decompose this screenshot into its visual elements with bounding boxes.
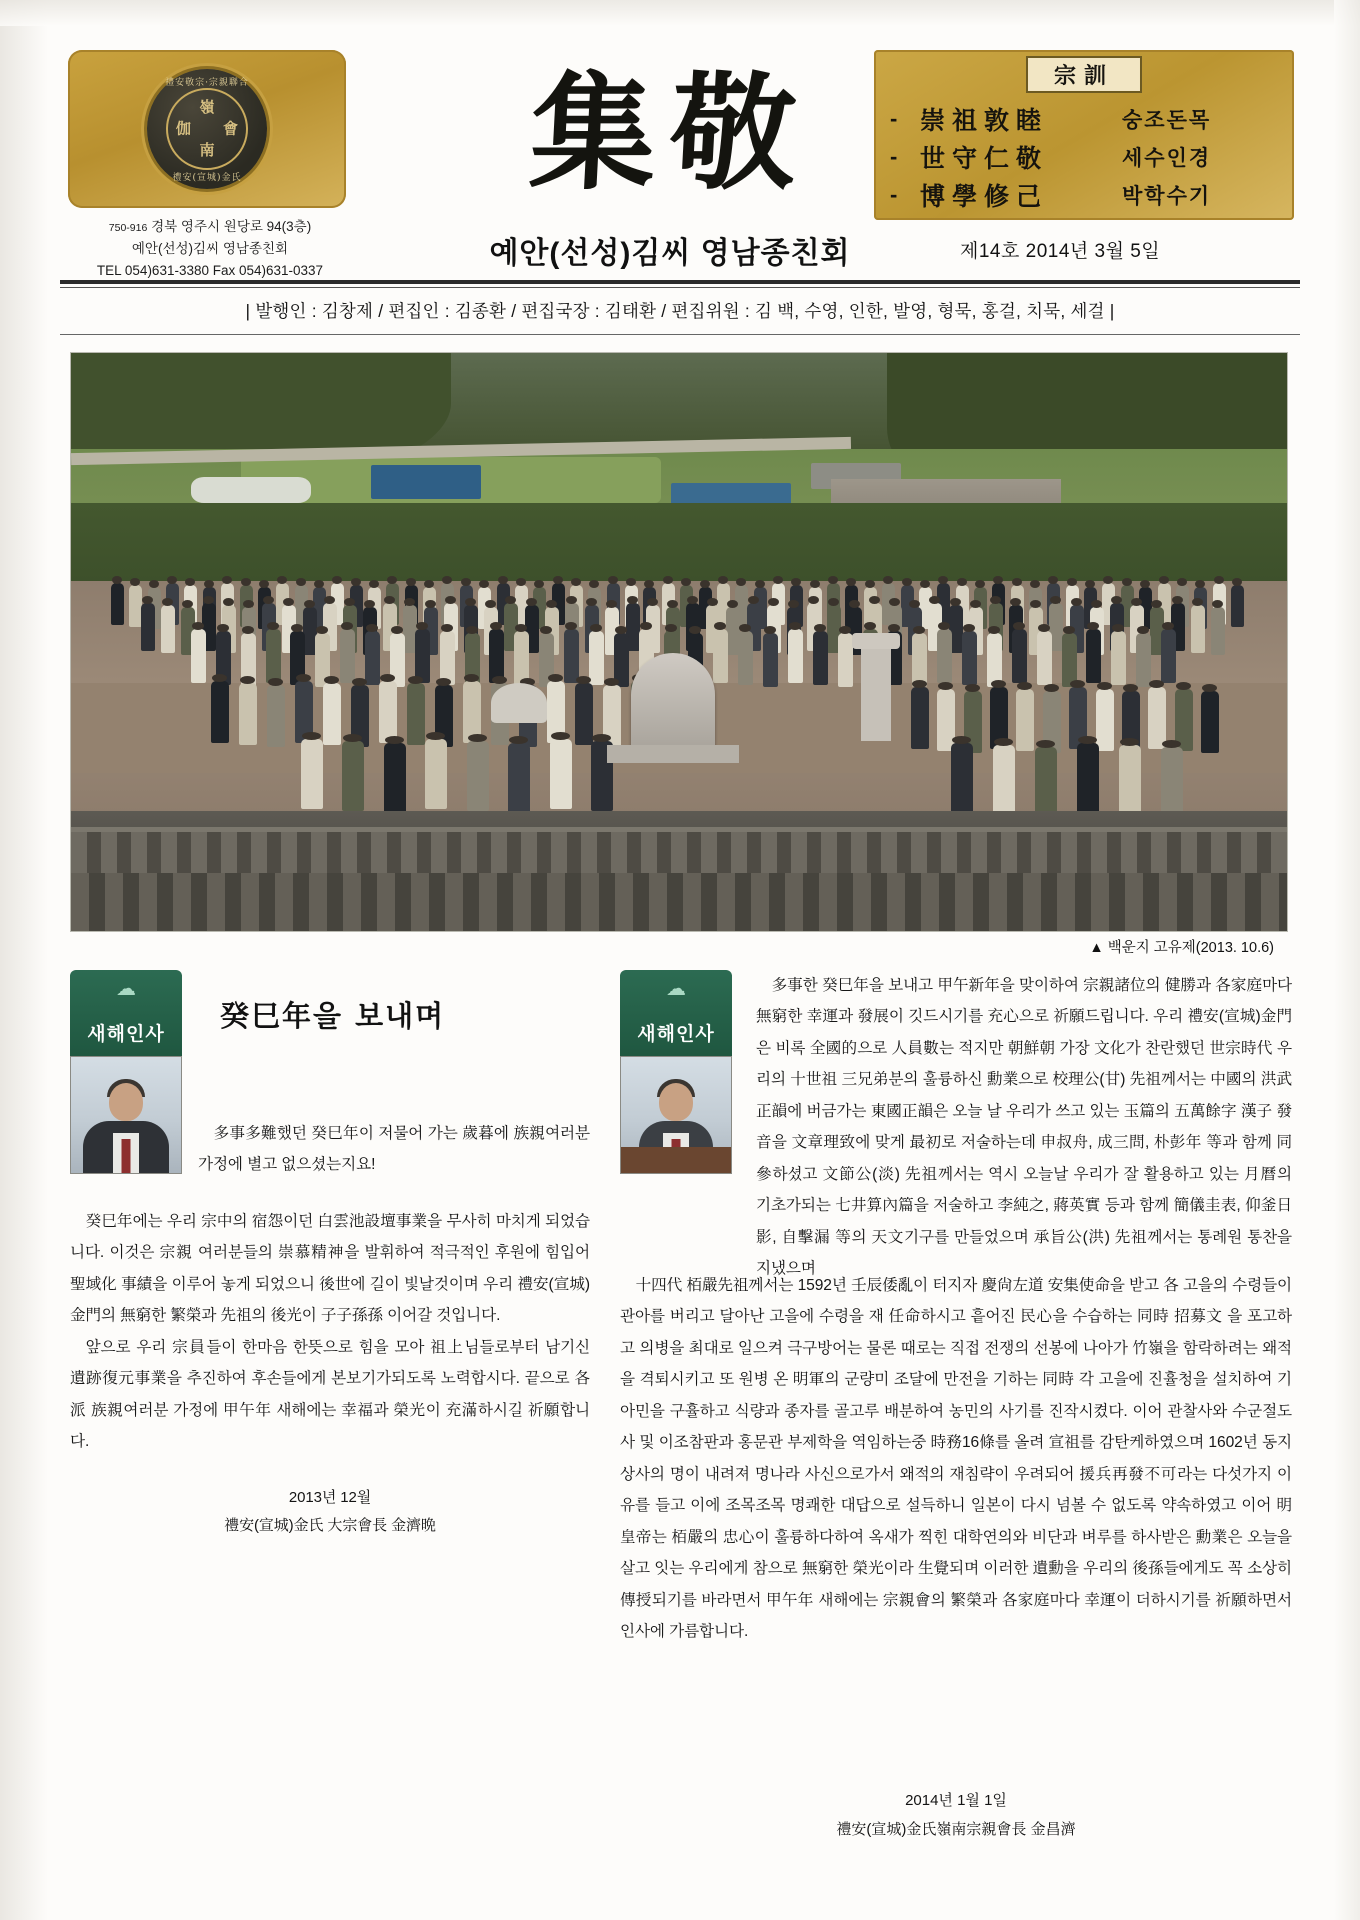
photo-person-head bbox=[304, 600, 315, 608]
photo-person bbox=[1148, 687, 1166, 749]
photo-person-head bbox=[466, 626, 478, 634]
photo-person-head bbox=[240, 676, 255, 684]
photo-person-head bbox=[957, 578, 967, 586]
motto-row bbox=[890, 176, 1278, 214]
issue-date-label: 제14호 2014년 3월 5일 bbox=[960, 241, 1161, 262]
photo-person-head bbox=[492, 676, 507, 684]
photo-person bbox=[1111, 631, 1126, 685]
photo-person bbox=[911, 687, 929, 749]
photo-person-head bbox=[1091, 600, 1102, 608]
photo-person bbox=[1012, 629, 1027, 683]
right-signature-name: 禮安(宣城)金氏嶺南宗親會長 金昌濟 bbox=[836, 1821, 1076, 1839]
photo-person-head bbox=[1044, 684, 1059, 692]
photo-person bbox=[379, 681, 397, 743]
photo-person-head bbox=[243, 600, 254, 608]
photo-person bbox=[266, 629, 281, 683]
right-paragraph-1-text: 多事한 癸巳年을 보내고 甲午新年을 맞이하여 宗親諸位의 健勝과 各家庭마다 無窮한 幸運과 發展이 깃드시기를 充心으로 祈願드립니다. 우리 禮安(宣城)金門은 비록 全國的으로 人員數는 적지만 朝鮮朝 가장 文化가 찬란했던 世宗時代 우리의 十世祖 三兄弟분의 훌륭하신 勳業으로 校理公(甘) 先祖께서는 中國의 洪武正韻에 버금가는 東國正韻은 오늘 날 우리가 쓰고 있는 玉篇의 五萬餘字 漢子 發音을 文章理致에 맞게 最初로 저술하는데 申叔舟, 成三問, 朴彭年 等과 함께 同參하셨고 文節公(淡) 先祖께서는 역시 오늘날 우리가 잘 활용하고 있는 月曆의 기초가되는 七井算內篇을 저술하고 李純之, 蔣英實 등과 함께 簡儀圭表, 仰釜日影, 自擊漏 等의 天文기구를 만들었으며 承旨公(洪) 先祖께서는 통례원 통찬을 지냈으며 bbox=[756, 977, 1292, 1278]
photo-person-head bbox=[1202, 684, 1217, 692]
photo-person-head bbox=[565, 622, 577, 630]
scan-edge-left bbox=[0, 0, 48, 1920]
photo-stone-pedestal bbox=[607, 745, 739, 763]
photo-person bbox=[1037, 631, 1052, 685]
badge-label: 새해인사 bbox=[87, 1024, 165, 1045]
photo-person-head bbox=[576, 676, 591, 684]
motto-row bbox=[890, 100, 1278, 138]
organization-title: 예안(선성)김씨 영남종친회 bbox=[489, 237, 851, 270]
photo-person bbox=[1119, 745, 1141, 819]
photo-person bbox=[738, 631, 753, 685]
left-paragraph-3-text: 앞으로 우리 宗員들이 한마음 한뜻으로 힘을 모아 祖上님들로부터 남기신 遺跡復元事業을 추진하여 후손들에게 본보기가되도록 노력합시다. 끝으로 各派 族親여러분 가정에 甲午年 새해에는 幸福과 榮光이 充滿하시길 祈願합니다. bbox=[70, 1338, 590, 1451]
photo-person bbox=[489, 629, 504, 683]
masthead bbox=[60, 30, 1300, 285]
photo-person-head bbox=[223, 598, 234, 606]
photo-person bbox=[1136, 633, 1151, 687]
photo-person-head bbox=[864, 622, 876, 630]
photo-person-head bbox=[1214, 576, 1224, 584]
photo-person bbox=[1086, 629, 1101, 683]
photo-person-head bbox=[242, 626, 254, 634]
photo-person-head bbox=[902, 578, 912, 586]
photo-person-head bbox=[344, 598, 355, 606]
photo-person-head bbox=[268, 678, 283, 686]
motto-hangul: 숭조돈목 bbox=[1122, 109, 1212, 132]
photo-person-head bbox=[889, 598, 900, 606]
address-line-postal bbox=[60, 216, 360, 238]
photo-person-head bbox=[608, 576, 618, 584]
photo-person-head bbox=[416, 622, 428, 630]
photo-person-head bbox=[217, 624, 229, 632]
emblem-circle-icon bbox=[147, 69, 267, 189]
photo-person-head bbox=[963, 624, 975, 632]
motto-hanja: 博學修己 bbox=[920, 182, 1049, 211]
photo-person-head bbox=[1159, 576, 1169, 584]
photo-person bbox=[564, 629, 579, 683]
photo-person-head bbox=[1172, 596, 1183, 604]
photo-person-head bbox=[1120, 738, 1139, 746]
photo-person bbox=[342, 741, 364, 811]
photo-person-head bbox=[627, 596, 638, 604]
left-paragraph-1-text: 多事多難했던 癸巳年이 저물어 가는 歲暮에 族親여러분 가정에 별고 없으셨는지요! bbox=[198, 1125, 590, 1174]
photo-person-head bbox=[665, 624, 677, 632]
photo-person bbox=[813, 631, 828, 685]
photo-person-head bbox=[566, 596, 577, 604]
photo-person bbox=[425, 739, 447, 809]
photo-caption: ▲ 백운지 고유제(2013. 10.6) bbox=[1089, 940, 1274, 956]
editorial-credits: | 발행인 : 김창제 / 편집인 : 김종환 / 편집국장 : 김태환 / 편집위원 : 김 백, 수영, 인한, 발영, 형묵, 홍걸, 치묵, 세걸 | bbox=[245, 301, 1115, 321]
photo-person-head bbox=[1071, 598, 1082, 606]
credits-rule bbox=[60, 334, 1300, 335]
photo-person-head bbox=[436, 678, 451, 686]
photo-person-head bbox=[1038, 624, 1050, 632]
left-signature bbox=[70, 1484, 590, 1541]
photo-person bbox=[191, 629, 206, 683]
photo-person bbox=[340, 629, 355, 683]
emblem-inner-ring bbox=[166, 88, 248, 170]
photo-person-head bbox=[551, 732, 570, 740]
photo-person bbox=[1096, 689, 1114, 751]
motto-dash-icon: - bbox=[890, 182, 898, 207]
emblem-ring-top-text: 禮安敬宗·宗親聯合 bbox=[165, 78, 249, 88]
photo-person bbox=[301, 739, 323, 809]
photo-person-head bbox=[789, 622, 801, 630]
motto-hanja: 崇祖敦睦 bbox=[920, 106, 1049, 135]
page-content bbox=[60, 30, 1300, 1890]
photo-person-head bbox=[302, 732, 321, 740]
photo-person-head bbox=[391, 626, 403, 634]
photo-person-head bbox=[445, 596, 456, 604]
emblem-char-right: 會 bbox=[222, 119, 238, 138]
left-greeting-column bbox=[70, 970, 590, 1535]
photo-person-head bbox=[212, 674, 227, 682]
photo-person-head bbox=[592, 734, 611, 742]
photo-person-head bbox=[700, 580, 710, 588]
photo-person bbox=[384, 743, 406, 813]
photo-person bbox=[1201, 691, 1219, 753]
portrait-head bbox=[109, 1083, 143, 1121]
photo-person bbox=[912, 633, 927, 687]
organization-emblem bbox=[68, 50, 346, 208]
photo-person-head bbox=[464, 674, 479, 682]
photo-person bbox=[763, 633, 778, 687]
masthead-rule-thick bbox=[60, 280, 1300, 284]
postal-code: 750-916 bbox=[108, 222, 148, 234]
photo-person-head bbox=[267, 622, 279, 630]
photo-person bbox=[1191, 605, 1205, 653]
main-photograph bbox=[70, 352, 1288, 932]
photo-person-head bbox=[296, 578, 306, 586]
photo-person-head bbox=[667, 600, 678, 608]
address-line3: TEL 054)631-3380 Fax 054)631-0337 bbox=[96, 262, 324, 278]
right-signature bbox=[620, 1786, 1292, 1845]
photo-person-head bbox=[1212, 600, 1223, 608]
photo-person-head bbox=[461, 578, 471, 586]
photo-person bbox=[1035, 747, 1057, 821]
photo-greenhouse bbox=[191, 477, 311, 503]
photo-person-head bbox=[950, 598, 961, 606]
photo-person-head bbox=[406, 578, 416, 586]
right-badge-group bbox=[620, 970, 732, 1174]
motto-hangul: 박학수기 bbox=[1122, 185, 1212, 208]
photo-person-head bbox=[1176, 682, 1191, 690]
photo-person bbox=[440, 631, 455, 685]
photo-person-head bbox=[1123, 684, 1138, 692]
masthead-rule-thin bbox=[60, 287, 1300, 288]
photo-person-head bbox=[526, 598, 537, 606]
right-article-paragraph-1 bbox=[756, 970, 1292, 1285]
photo-person-head bbox=[324, 596, 335, 604]
motto-dash-icon: - bbox=[890, 144, 898, 169]
photo-person-head bbox=[773, 576, 783, 584]
photo-person-head bbox=[546, 600, 557, 608]
portrait-podium bbox=[620, 1147, 732, 1173]
photo-person bbox=[508, 743, 530, 813]
address-block bbox=[60, 216, 360, 282]
photo-person-head bbox=[604, 678, 619, 686]
portrait-tie bbox=[122, 1139, 131, 1173]
photo-person-head bbox=[810, 580, 820, 588]
scan-edge-top bbox=[0, 0, 1360, 26]
photo-person-head bbox=[755, 580, 765, 588]
photo-person bbox=[365, 631, 380, 685]
photo-person-head bbox=[920, 580, 930, 588]
photo-person bbox=[1211, 607, 1225, 655]
photo-person-head bbox=[663, 576, 673, 584]
photo-person bbox=[1161, 629, 1176, 683]
photo-person bbox=[993, 745, 1015, 819]
photo-person-head bbox=[912, 680, 927, 688]
portrait-photo-right bbox=[620, 1056, 732, 1174]
photo-person-head bbox=[441, 624, 453, 632]
photo-person-head bbox=[516, 578, 526, 586]
photo-person-head bbox=[640, 622, 652, 630]
photo-person bbox=[788, 629, 803, 683]
photo-person bbox=[838, 633, 853, 687]
portrait-head bbox=[659, 1083, 693, 1121]
emblem-char-bottom: 南 bbox=[199, 141, 215, 159]
photo-memorial-stone bbox=[631, 653, 715, 749]
photo-person-head bbox=[314, 580, 324, 588]
photo-person-head bbox=[615, 626, 627, 634]
photo-person-head bbox=[970, 600, 981, 608]
photo-person-head bbox=[975, 580, 985, 588]
photo-person bbox=[141, 603, 155, 651]
motto-hangul: 세수인경 bbox=[1122, 147, 1212, 170]
photo-person-head bbox=[1192, 598, 1203, 606]
photo-person-head bbox=[865, 580, 875, 588]
photo-person bbox=[1016, 689, 1034, 751]
photo-roof-tiles-upper bbox=[71, 827, 1287, 873]
left-article-paragraph-1 bbox=[198, 1118, 590, 1181]
photo-person bbox=[323, 683, 341, 745]
photo-person bbox=[514, 631, 529, 685]
photo-person bbox=[111, 583, 124, 625]
photo-roof-tiles-lower bbox=[71, 873, 1287, 931]
photo-person-head bbox=[112, 576, 122, 584]
photo-person-head bbox=[149, 580, 159, 588]
photo-person-head bbox=[1162, 740, 1181, 748]
photo-person-head bbox=[1030, 580, 1040, 588]
photo-person-head bbox=[351, 578, 361, 586]
photo-stone-basin bbox=[491, 683, 547, 723]
photo-person bbox=[1062, 633, 1077, 687]
photo-person bbox=[267, 685, 285, 747]
photo-person bbox=[951, 743, 973, 817]
photo-person-head bbox=[369, 580, 379, 588]
right-paragraph-2-text: 十四代 栢嚴先祖께서는 1592년 壬辰倭亂이 터지자 慶尙左道 安集使命을 받고 各 고을의 수령들이 관아를 버리고 달아난 고을에 수령을 재 任命하시고 흩어진 民心을 수습하는 同時 招募文 을 포고하고 의병을 최대로 일으켜 극구방어는 물론 때로는 직접 전쟁의 선봉에 나아가 竹嶺을 함락하려는 왜적을 격퇴시키고 또 원병 온 明軍의 군량미 조달에 만전을 기하는 同時 각 고을에 진휼청을 설치하여 기아민을 구휼하고 식량과 종자를 골고루 배분하여 농민의 사기를 진작시켰다. 이어 관찰사와 수군절도사 및 이조참판과 홍문관 부제학을 역임하는중 時務16條를 올려 宣祖를 감탄케하였으며 1602년 동지상사의 명이 내려져 명나라 사신으로가서 왜적의 재침략이 우려되어 援兵再發不可라는 다섯가지 이유를 들고 이에 조목조목 명쾌한 대답으로 설득하니 일본이 다시 넘볼 수 없도록 약속하였고 이어 明 皇帝는 栢嚴의 忠心이 훌륭하다하여 옥새가 찍힌 대학연의와 비단과 벼루를 하사받은 勳業은 오늘을 살고 잇는 우리에게 참으로 無窮한 榮光이라 生覺되며 이러한 遺勳을 우리의 後孫들에게도 꼭 소상히 傳授되기를 바라면서 甲午年 새해에는 宗親會의 繁榮과 各家庭마다 幸運이 더하시기를 祈願하면서 인사에 가름합니다. bbox=[620, 1277, 1292, 1641]
photo-person-head bbox=[1012, 578, 1022, 586]
photo-person-head bbox=[366, 624, 378, 632]
new-year-greeting-badge-left bbox=[70, 970, 182, 1056]
photo-person-head bbox=[647, 598, 658, 606]
photo-person-head bbox=[425, 600, 436, 608]
photo-person bbox=[161, 605, 175, 653]
left-paragraph-2-text: 癸巳年에는 우리 宗中의 宿怨이던 白雲池設壇事業을 무사히 마치게 되었습니다. 이것은 宗親 여러분들의 崇慕精神을 발휘하여 적극적인 후원에 힘입어 聖域化 事績을 이루어 놓게 되었으니 後世에 길이 빛날것이며 우리 禮安(宣城)金門의 無窮한 繁榮과 先祖의 後光이 子子孫孫 이어갈 것입니다. bbox=[70, 1213, 590, 1325]
photo-person bbox=[1077, 743, 1099, 817]
portrait-photo-left bbox=[70, 1056, 182, 1174]
photo-person bbox=[211, 681, 229, 743]
photo-person-head bbox=[241, 578, 251, 586]
greetings-columns bbox=[60, 970, 1300, 1900]
motto-dash-icon: - bbox=[890, 106, 898, 131]
motto-row bbox=[890, 138, 1278, 176]
motto-rows bbox=[874, 100, 1294, 214]
photo-person-head bbox=[768, 598, 779, 606]
photo-person bbox=[239, 683, 257, 745]
brush-calligraphy-title: 集敬 bbox=[526, 59, 815, 207]
left-signature-date: 2013년 12월 bbox=[288, 1488, 372, 1506]
badge-label: 새해인사 bbox=[637, 1024, 715, 1045]
photo-person-head bbox=[1036, 740, 1055, 748]
photo-person-head bbox=[788, 600, 799, 608]
photo-person bbox=[1161, 747, 1183, 821]
scan-edge-right bbox=[1334, 0, 1360, 1920]
photo-person-head bbox=[748, 596, 759, 604]
photo-person-head bbox=[296, 674, 311, 682]
photo-person-head bbox=[994, 738, 1013, 746]
photo-person-head bbox=[1177, 578, 1187, 586]
photo-person-head bbox=[364, 600, 375, 608]
left-article-body bbox=[70, 1206, 590, 1541]
photo-person-head bbox=[990, 596, 1001, 604]
photo-person-head bbox=[814, 624, 826, 632]
photo-person bbox=[713, 629, 728, 683]
photo-stone-lantern bbox=[861, 645, 891, 741]
right-signature-date: 2014년 1월 1일 bbox=[905, 1792, 1007, 1809]
left-article-title: 癸巳年을 보내며 bbox=[220, 999, 446, 1033]
photo-blue-roof-1 bbox=[371, 465, 481, 499]
photo-person-head bbox=[839, 626, 851, 634]
motto-hanja: 世守仁敬 bbox=[920, 144, 1049, 173]
photo-person bbox=[575, 683, 593, 745]
photo-person bbox=[415, 629, 430, 683]
photo-person bbox=[467, 741, 489, 811]
motto-title: 宗訓 bbox=[1026, 56, 1142, 93]
photo-person-head bbox=[468, 734, 487, 742]
photo-person-head bbox=[1122, 578, 1132, 586]
photo-person bbox=[987, 633, 1002, 687]
photo-person-head bbox=[204, 580, 214, 588]
photo-person-head bbox=[1063, 626, 1075, 634]
photo-person bbox=[550, 739, 572, 809]
photo-person-head bbox=[380, 674, 395, 682]
photo-person bbox=[589, 631, 604, 685]
photo-person-head bbox=[718, 576, 728, 584]
motto-box bbox=[874, 50, 1294, 220]
photo-person-head bbox=[259, 580, 269, 588]
photo-person-head bbox=[408, 676, 423, 684]
photo-person-head bbox=[849, 600, 860, 608]
photo-person-head bbox=[828, 576, 838, 584]
photo-person-head bbox=[203, 596, 214, 604]
photo-person-head bbox=[764, 626, 776, 634]
photo-person bbox=[937, 629, 952, 683]
photo-person-head bbox=[1067, 578, 1077, 586]
photo-person-head bbox=[1013, 622, 1025, 630]
photo-person-head bbox=[1111, 596, 1122, 604]
new-year-greeting-badge-right bbox=[620, 970, 732, 1056]
photo-person-head bbox=[1078, 736, 1097, 744]
photo-person bbox=[962, 631, 977, 685]
photo-person-head bbox=[324, 676, 339, 684]
photo-person-head bbox=[1097, 682, 1112, 690]
photo-person-head bbox=[571, 578, 581, 586]
photo-person-head bbox=[142, 596, 153, 604]
right-article-paragraph-2 bbox=[620, 1270, 1292, 1648]
photo-person-head bbox=[1232, 578, 1242, 586]
photo-person-head bbox=[991, 680, 1006, 688]
address-line2: 예안(선성)김씨 영남종친회 bbox=[131, 240, 289, 256]
emblem-char-top: 嶺 bbox=[199, 98, 215, 116]
photo-person-head bbox=[465, 598, 476, 606]
emblem-char-left: 伽 bbox=[176, 119, 192, 138]
photo-person-head bbox=[988, 626, 1000, 634]
address-line1: 경북 영주시 원당로 94(3층) bbox=[151, 219, 312, 234]
photo-person-head bbox=[352, 678, 367, 686]
photo-person-head bbox=[385, 736, 404, 744]
photo-person-head bbox=[192, 622, 204, 630]
cloud-icon: ☁ bbox=[116, 978, 136, 1000]
photo-person-head bbox=[952, 736, 971, 744]
cloud-icon: ☁ bbox=[666, 978, 686, 1000]
photo-person-head bbox=[509, 736, 528, 744]
photo-person-head bbox=[590, 624, 602, 632]
left-signature-name: 禮安(宣城)金氏 大宗會長 金濟晩 bbox=[224, 1517, 436, 1535]
photo-person-head bbox=[869, 596, 880, 604]
emblem-ring-bottom-text: 禮安(宣城)金氏 bbox=[172, 173, 242, 183]
photo-person-head bbox=[498, 576, 508, 584]
photo-person bbox=[1231, 585, 1244, 627]
photo-person-head bbox=[1162, 622, 1174, 630]
photo-person-head bbox=[548, 674, 563, 682]
photo-person-head bbox=[553, 576, 563, 584]
photo-person bbox=[407, 683, 425, 745]
photo-person-head bbox=[965, 684, 980, 692]
